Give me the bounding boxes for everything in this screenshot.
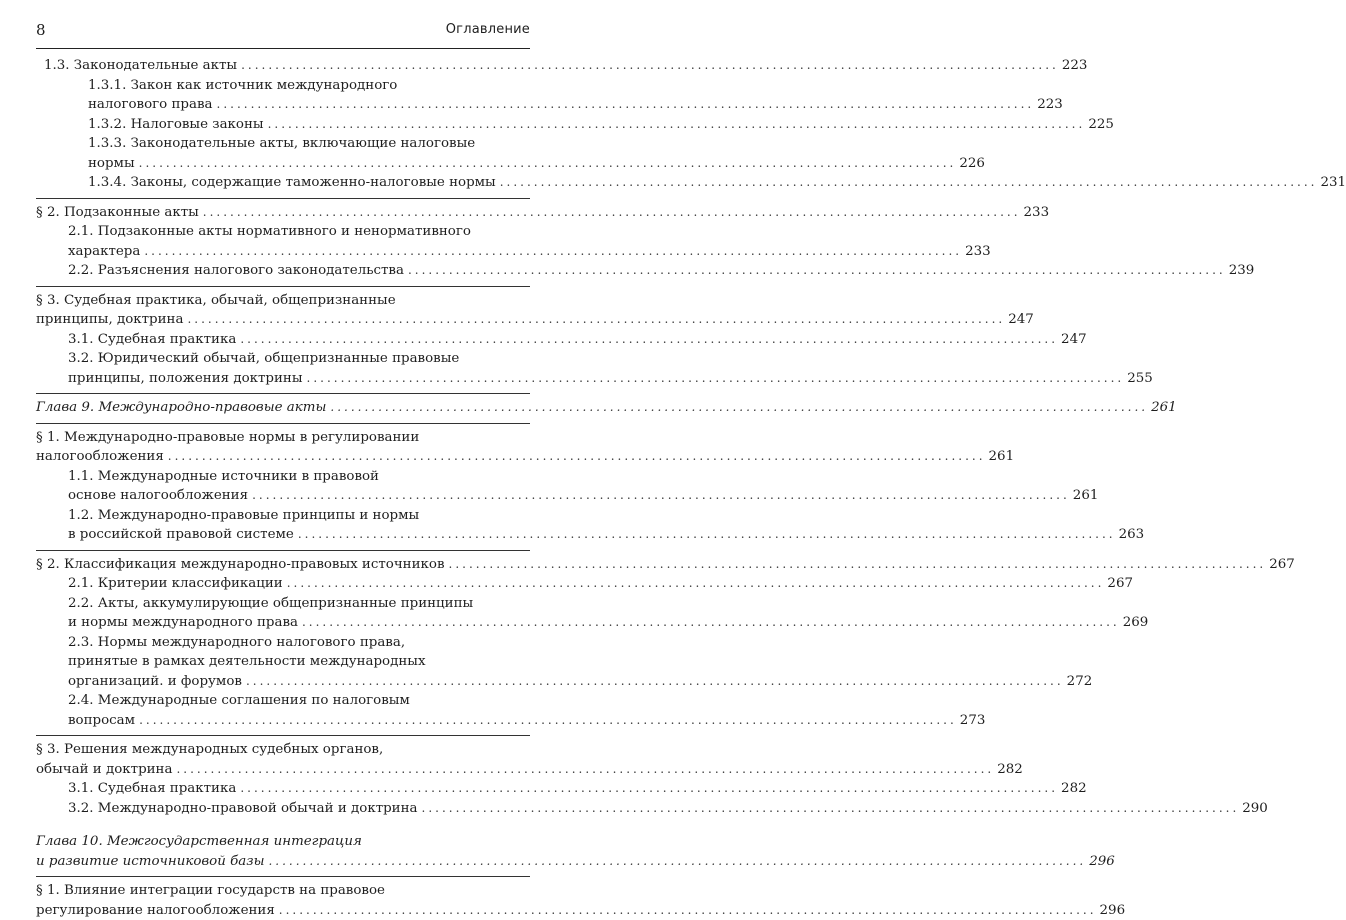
toc-chapter [36,832,530,871]
toc-entry-line [44,56,530,76]
toc-entry-line [68,652,530,672]
toc-entry-title: и нормы международного права [68,613,298,633]
toc-entry-title: Глава 10. Межгосударственная интеграция [36,832,362,852]
toc-entry-line [36,901,530,920]
toc-entry [68,691,530,730]
toc-entry-line [68,633,530,653]
dot-leader: ........................................................................................................................ [240,779,1058,799]
toc-entry-title: 1.1. Международные источники в правовой [68,467,379,487]
toc-entry-title: характера [68,242,140,262]
toc-entry [68,799,530,819]
toc-page-number: 225 [1088,115,1112,135]
toc-page-number: 267 [1269,555,1293,575]
toc-page-number: 290 [1242,799,1266,819]
toc-page-number: 296 [1100,901,1124,920]
toc-entry-line [68,349,530,369]
toc-page-number: 282 [1061,779,1085,799]
toc-entry [36,198,530,223]
toc-entry-title: 3.2. Юридический обычай, общепризнанные правовые [68,349,459,369]
toc-page-number: 272 [1067,672,1091,692]
toc-entry [88,115,530,135]
dot-leader: ........................................................................................................................ [139,711,957,731]
toc-entry-title: налогового права [88,95,213,115]
toc-entry-line [88,134,530,154]
toc-entry-line [68,330,530,350]
toc-page-number: 267 [1107,574,1131,594]
toc-entry-title: обычай и доктрина [36,760,172,780]
page-header [36,20,530,49]
toc-entry-line [88,173,530,193]
toc-page-number: 261 [1073,486,1097,506]
dot-leader: ........................................................................................................................ [302,613,1120,633]
toc-page-number: 231 [1320,173,1344,193]
toc-entry [88,173,530,193]
dot-leader: ........................................................................................................................ [241,56,1059,76]
toc-page-number: 296 [1089,852,1113,872]
toc-page-number: 269 [1123,613,1147,633]
toc-entry-line [36,555,530,575]
toc-entry-title: 3.2. Международно-правовой обычай и доктрина [68,799,418,819]
toc-entry-line [68,779,530,799]
dot-leader: ........................................................................................................................ [144,242,962,262]
dot-leader: ........................................................................................................................ [252,486,1070,506]
toc-entry-title: 1.3.3. Законодательные акты, включающие налоговые [88,134,475,154]
toc-entry-title: организаций. и форумов [68,672,242,692]
toc-entry-line [88,95,530,115]
dot-leader: ........................................................................................................................ [408,261,1226,281]
toc-entry [68,506,530,545]
dot-leader: ........................................................................................................................ [287,574,1105,594]
dot-leader: ........................................................................................................................ [217,95,1035,115]
toc-page-number: 282 [997,760,1021,780]
toc-entry [36,550,530,575]
toc-entry-line [68,506,530,526]
toc-entry-title: 2.2. Разъяснения налогового законодательства [68,261,404,281]
dot-leader: ........................................................................................................................ [240,330,1058,350]
toc-entry [88,76,530,115]
toc-entry-title: 2.1. Критерии классификации [68,574,283,594]
toc-entry-title: § 2. Классификация международно-правовых источников [36,555,445,575]
dot-leader: ........................................................................................................................ [187,310,1005,330]
table-of-contents [36,56,530,920]
toc-entry-line [36,398,530,418]
toc-page-number: 261 [1151,398,1175,418]
toc-entry [36,876,530,920]
toc-entry-line [68,369,530,389]
dot-leader: ........................................................................................................................ [449,555,1267,575]
toc-entry-title: § 2. Подзаконные акты [36,203,199,223]
dot-leader: ........................................................................................................................ [422,799,1240,819]
toc-entry-line [36,740,530,760]
toc-entry-line [36,760,530,780]
toc-entry [68,467,530,506]
toc-entry-line [68,242,530,262]
toc-page-number: 223 [1037,95,1061,115]
toc-entry-title: и развитие источниковой базы [36,852,264,872]
toc-entry-title: § 3. Решения международных судебных органов, [36,740,383,760]
toc-entry-title: 2.1. Подзаконные акты нормативного и ненормативного [68,222,471,242]
toc-entry-title: принципы, доктрина [36,310,183,330]
dot-leader: ........................................................................................................................ [307,369,1125,389]
toc-entry-line [36,832,530,852]
toc-entry-line [68,486,530,506]
toc-entry [68,330,530,350]
toc-entry-line [36,428,530,448]
toc-entry-line [36,310,530,330]
dot-leader: ........................................................................................................................ [268,852,1086,872]
toc-page-number: 233 [1024,203,1048,223]
toc-page-number: 233 [965,242,989,262]
toc-entry [88,134,530,173]
dot-leader: ........................................................................................................................ [176,760,994,780]
toc-entry-title: принятые в рамках деятельности международных [68,652,426,672]
toc-entry-title: 1.3.2. Налоговые законы [88,115,264,135]
toc-page-number: 261 [989,447,1013,467]
toc-entry-title: 1.3.1. Закон как источник международного [88,76,397,96]
dot-leader: ........................................................................................................................ [168,447,986,467]
toc-entry-line [68,261,530,281]
toc-entry [68,574,530,594]
toc-entry-line [36,291,530,311]
toc-entry-title: 3.1. Судебная практика [68,330,236,350]
toc-entry-title: § 1. Влияние интеграции государств на правовое [36,881,385,901]
toc-entry-title: 2.4. Международные соглашения по налоговым [68,691,410,711]
toc-entry-line [68,711,530,731]
toc-entry [68,261,530,281]
toc-entry-title: § 1. Международно-правовые нормы в регулировании [36,428,419,448]
toc-entry-title: 1.3. Законодательные акты [44,56,237,76]
toc-entry-line [88,115,530,135]
dot-leader: ........................................................................................................................ [268,115,1086,135]
toc-entry-line [36,881,530,901]
toc-entry-title: основе налогообложения [68,486,248,506]
toc-entry-title: § 3. Судебная практика, обычай, общепризнанные [36,291,396,311]
toc-entry-line [88,154,530,174]
toc-entry [44,56,530,76]
toc-entry [68,594,530,633]
dot-leader: ........................................................................................................................ [330,398,1148,418]
running-title: Оглавление [446,22,530,37]
dot-leader: ........................................................................................................................ [279,901,1097,920]
toc-entry-title: 3.1. Судебная практика [68,779,236,799]
toc-entry [36,286,530,330]
dot-leader: ........................................................................................................................ [246,672,1064,692]
toc-page-number: 255 [1127,369,1151,389]
toc-entry-title: 1.3.4. Законы, содержащие таможенно-налоговые нормы [88,173,496,193]
toc-entry-title: Глава 9. Международно-правовые акты [36,398,326,418]
toc-entry-line [68,691,530,711]
toc-entry-line [88,76,530,96]
toc-entry-title: 2.3. Нормы международного налогового права, [68,633,405,653]
toc-entry [68,349,530,388]
toc-entry-line [36,203,530,223]
toc-entry-line [68,672,530,692]
toc-chapter [36,393,530,418]
toc-entry-line [68,222,530,242]
dot-leader: ........................................................................................................................ [139,154,957,174]
toc-page-number: 247 [1061,330,1085,350]
dot-leader: ........................................................................................................................ [298,525,1116,545]
page-number: 8 [36,21,46,39]
toc-entry [36,735,530,779]
toc-entry-line [68,613,530,633]
toc-entry [68,633,530,692]
toc-page-number: 239 [1229,261,1253,281]
dot-leader: ........................................................................................................................ [500,173,1318,193]
toc-entry-line [68,467,530,487]
toc-page-number: 273 [960,711,984,731]
toc-entry-line [68,525,530,545]
toc-entry-title: 2.2. Акты, аккумулирующие общепризнанные принципы [68,594,473,614]
toc-entry [68,779,530,799]
toc-page-number: 226 [959,154,983,174]
toc-entry [68,222,530,261]
toc-page-number: 247 [1008,310,1032,330]
toc-entry-title: принципы, положения доктрины [68,369,303,389]
toc-page-number: 263 [1119,525,1143,545]
toc-entry [36,423,530,467]
toc-entry-title: налогообложения [36,447,164,467]
toc-entry-line [68,594,530,614]
dot-leader: ........................................................................................................................ [203,203,1021,223]
toc-entry-title: регулирование налогообложения [36,901,275,920]
toc-entry-line [36,852,530,872]
toc-entry-title: нормы [88,154,135,174]
toc-entry-title: 1.2. Международно-правовые принципы и нормы [68,506,419,526]
toc-entry-title: в российской правовой системе [68,525,294,545]
toc-page-number: 223 [1062,56,1086,76]
toc-entry-line [68,574,530,594]
toc-entry-line [68,799,530,819]
toc-entry-line [36,447,530,467]
toc-entry-title: вопросам [68,711,135,731]
